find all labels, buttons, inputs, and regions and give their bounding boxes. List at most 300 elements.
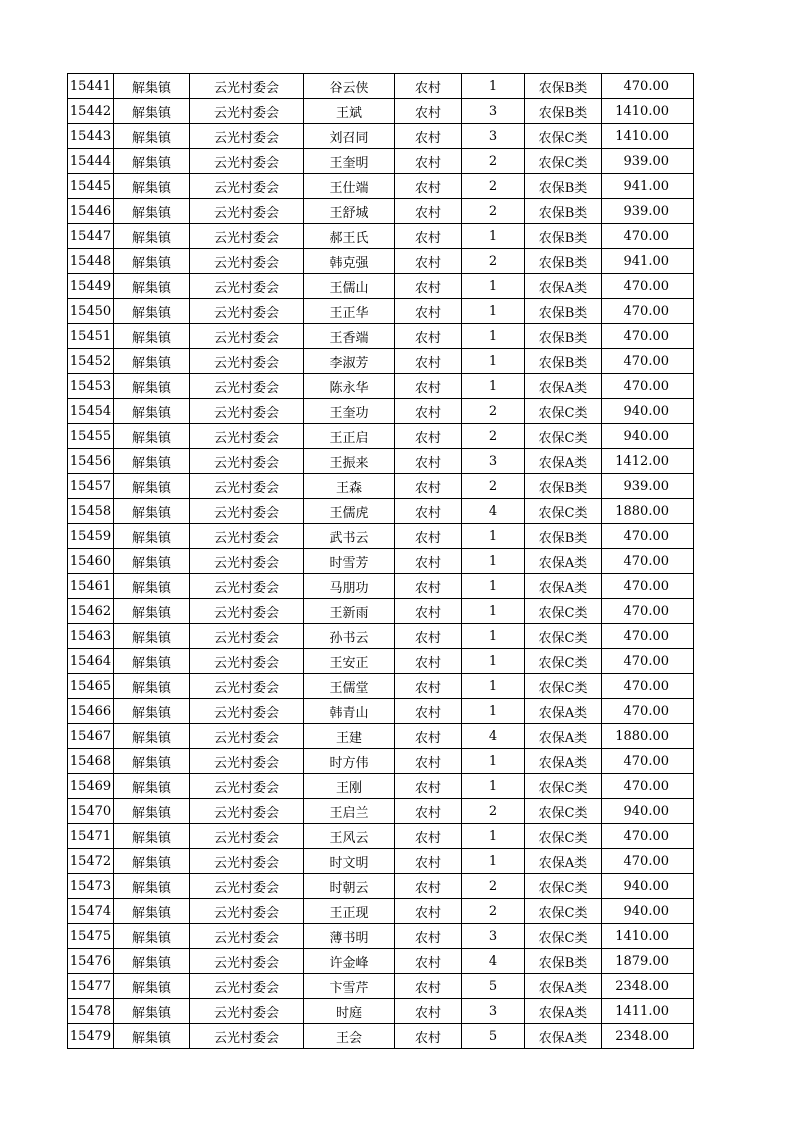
- area-type-cell: 农村: [395, 449, 462, 474]
- insurance-category-cell: 农保A类: [525, 974, 602, 999]
- household-count-cell: 1: [462, 699, 525, 724]
- area-type-cell: 农村: [395, 224, 462, 249]
- household-count-cell: 3: [462, 124, 525, 149]
- name-cell: 武书云: [304, 524, 395, 549]
- town-cell: 解集镇: [114, 674, 190, 699]
- household-count-cell: 1: [462, 599, 525, 624]
- table-row: [68, 249, 694, 274]
- area-type-cell: 农村: [395, 924, 462, 949]
- record-id-cell: 15459: [68, 524, 114, 549]
- amount-cell: 470.00: [602, 324, 694, 349]
- village-committee-cell: 云光村委会: [190, 799, 304, 824]
- area-type-cell: 农村: [395, 974, 462, 999]
- village-committee-cell: 云光村委会: [190, 124, 304, 149]
- record-id-cell: 15445: [68, 174, 114, 199]
- name-cell: 王斌: [304, 99, 395, 124]
- table-row: [68, 474, 694, 499]
- insurance-category-cell: 农保C类: [525, 774, 602, 799]
- name-cell: 王奎明: [304, 149, 395, 174]
- village-committee-cell: 云光村委会: [190, 674, 304, 699]
- insurance-category-cell: 农保C类: [525, 674, 602, 699]
- insurance-category-cell: 农保C类: [525, 424, 602, 449]
- household-count-cell: 1: [462, 824, 525, 849]
- insurance-category-cell: 农保A类: [525, 449, 602, 474]
- table-row: [68, 349, 694, 374]
- amount-cell: 470.00: [602, 574, 694, 599]
- table-row: [68, 924, 694, 949]
- insurance-category-cell: 农保C类: [525, 924, 602, 949]
- area-type-cell: 农村: [395, 749, 462, 774]
- insurance-category-cell: 农保B类: [525, 349, 602, 374]
- area-type-cell: 农村: [395, 324, 462, 349]
- insurance-category-cell: 农保A类: [525, 724, 602, 749]
- record-id-cell: 15470: [68, 799, 114, 824]
- amount-cell: 1410.00: [602, 924, 694, 949]
- town-cell: 解集镇: [114, 449, 190, 474]
- area-type-cell: 农村: [395, 524, 462, 549]
- village-committee-cell: 云光村委会: [190, 399, 304, 424]
- town-cell: 解集镇: [114, 774, 190, 799]
- household-count-cell: 1: [462, 849, 525, 874]
- amount-cell: 940.00: [602, 799, 694, 824]
- record-id-cell: 15478: [68, 999, 114, 1024]
- town-cell: 解集镇: [114, 499, 190, 524]
- insurance-category-cell: 农保B类: [525, 99, 602, 124]
- amount-cell: 940.00: [602, 874, 694, 899]
- town-cell: 解集镇: [114, 1024, 190, 1049]
- household-count-cell: 1: [462, 374, 525, 399]
- household-count-cell: 1: [462, 274, 525, 299]
- table-row: [68, 299, 694, 324]
- insurance-category-cell: 农保B类: [525, 949, 602, 974]
- table-row: [68, 374, 694, 399]
- record-id-cell: 15471: [68, 824, 114, 849]
- village-committee-cell: 云光村委会: [190, 449, 304, 474]
- household-count-cell: 1: [462, 349, 525, 374]
- table-row: [68, 449, 694, 474]
- name-cell: 王舒城: [304, 199, 395, 224]
- area-type-cell: 农村: [395, 249, 462, 274]
- area-type-cell: 农村: [395, 949, 462, 974]
- town-cell: 解集镇: [114, 649, 190, 674]
- record-id-cell: 15473: [68, 874, 114, 899]
- amount-cell: 470.00: [602, 749, 694, 774]
- household-count-cell: 2: [462, 899, 525, 924]
- insurance-category-cell: 农保A类: [525, 849, 602, 874]
- area-type-cell: 农村: [395, 474, 462, 499]
- household-count-cell: 2: [462, 174, 525, 199]
- amount-cell: 470.00: [602, 624, 694, 649]
- table-row: [68, 199, 694, 224]
- amount-cell: 939.00: [602, 474, 694, 499]
- household-count-cell: 1: [462, 524, 525, 549]
- table-row: [68, 849, 694, 874]
- village-committee-cell: 云光村委会: [190, 574, 304, 599]
- village-committee-cell: 云光村委会: [190, 974, 304, 999]
- household-count-cell: 2: [462, 474, 525, 499]
- area-type-cell: 农村: [395, 549, 462, 574]
- record-id-cell: 15474: [68, 899, 114, 924]
- amount-cell: 470.00: [602, 224, 694, 249]
- household-count-cell: 3: [462, 999, 525, 1024]
- name-cell: 王安正: [304, 649, 395, 674]
- name-cell: 王刚: [304, 774, 395, 799]
- name-cell: 陈永华: [304, 374, 395, 399]
- record-id-cell: 15442: [68, 99, 114, 124]
- area-type-cell: 农村: [395, 299, 462, 324]
- town-cell: 解集镇: [114, 324, 190, 349]
- village-committee-cell: 云光村委会: [190, 724, 304, 749]
- town-cell: 解集镇: [114, 799, 190, 824]
- amount-cell: 1410.00: [602, 124, 694, 149]
- name-cell: 韩克强: [304, 249, 395, 274]
- household-count-cell: 4: [462, 949, 525, 974]
- name-cell: 王正华: [304, 299, 395, 324]
- name-cell: 薄书明: [304, 924, 395, 949]
- record-id-cell: 15458: [68, 499, 114, 524]
- village-committee-cell: 云光村委会: [190, 274, 304, 299]
- amount-cell: 941.00: [602, 249, 694, 274]
- area-type-cell: 农村: [395, 799, 462, 824]
- record-id-cell: 15446: [68, 199, 114, 224]
- insurance-category-cell: 农保A类: [525, 699, 602, 724]
- village-committee-cell: 云光村委会: [190, 899, 304, 924]
- amount-cell: 470.00: [602, 774, 694, 799]
- town-cell: 解集镇: [114, 849, 190, 874]
- record-id-cell: 15463: [68, 624, 114, 649]
- household-count-cell: 1: [462, 574, 525, 599]
- amount-cell: 1410.00: [602, 99, 694, 124]
- table-row: [68, 499, 694, 524]
- town-cell: 解集镇: [114, 724, 190, 749]
- amount-cell: 1879.00: [602, 949, 694, 974]
- record-id-cell: 15444: [68, 149, 114, 174]
- village-committee-cell: 云光村委会: [190, 374, 304, 399]
- village-committee-cell: 云光村委会: [190, 549, 304, 574]
- insurance-category-cell: 农保B类: [525, 474, 602, 499]
- village-committee-cell: 云光村委会: [190, 99, 304, 124]
- household-count-cell: 2: [462, 149, 525, 174]
- insurance-category-cell: 农保B类: [525, 249, 602, 274]
- amount-cell: 2348.00: [602, 1024, 694, 1049]
- town-cell: 解集镇: [114, 99, 190, 124]
- table-row: [68, 724, 694, 749]
- name-cell: 王建: [304, 724, 395, 749]
- area-type-cell: 农村: [395, 399, 462, 424]
- table-row: [68, 174, 694, 199]
- table-row: [68, 899, 694, 924]
- name-cell: 王振来: [304, 449, 395, 474]
- town-cell: 解集镇: [114, 274, 190, 299]
- village-committee-cell: 云光村委会: [190, 499, 304, 524]
- amount-cell: 470.00: [602, 374, 694, 399]
- table-row: [68, 624, 694, 649]
- household-count-cell: 5: [462, 1024, 525, 1049]
- record-id-cell: 15479: [68, 1024, 114, 1049]
- insurance-category-cell: 农保B类: [525, 174, 602, 199]
- household-count-cell: 1: [462, 649, 525, 674]
- town-cell: 解集镇: [114, 349, 190, 374]
- town-cell: 解集镇: [114, 899, 190, 924]
- table-row: [68, 774, 694, 799]
- name-cell: 王会: [304, 1024, 395, 1049]
- record-id-cell: 15454: [68, 399, 114, 424]
- name-cell: 谷云侠: [304, 74, 395, 99]
- table-row: [68, 99, 694, 124]
- household-count-cell: 5: [462, 974, 525, 999]
- table-row: [68, 274, 694, 299]
- insurance-category-cell: 农保B类: [525, 524, 602, 549]
- name-cell: 王奎功: [304, 399, 395, 424]
- name-cell: 卞雪芹: [304, 974, 395, 999]
- insurance-category-cell: 农保B类: [525, 199, 602, 224]
- village-committee-cell: 云光村委会: [190, 149, 304, 174]
- town-cell: 解集镇: [114, 599, 190, 624]
- village-committee-cell: 云光村委会: [190, 299, 304, 324]
- name-cell: 王森: [304, 474, 395, 499]
- village-committee-cell: 云光村委会: [190, 949, 304, 974]
- village-committee-cell: 云光村委会: [190, 424, 304, 449]
- town-cell: 解集镇: [114, 749, 190, 774]
- table-row: [68, 1024, 694, 1049]
- insurance-category-cell: 农保B类: [525, 299, 602, 324]
- household-count-cell: 2: [462, 399, 525, 424]
- household-count-cell: 2: [462, 199, 525, 224]
- town-cell: 解集镇: [114, 374, 190, 399]
- table-row: [68, 974, 694, 999]
- table-row: [68, 674, 694, 699]
- amount-cell: 470.00: [602, 599, 694, 624]
- town-cell: 解集镇: [114, 424, 190, 449]
- record-id-cell: 15469: [68, 774, 114, 799]
- insurance-category-cell: 农保C类: [525, 399, 602, 424]
- household-count-cell: 1: [462, 674, 525, 699]
- name-cell: 马朋功: [304, 574, 395, 599]
- name-cell: 时文明: [304, 849, 395, 874]
- record-id-cell: 15472: [68, 849, 114, 874]
- area-type-cell: 农村: [395, 649, 462, 674]
- record-id-cell: 15455: [68, 424, 114, 449]
- insurance-category-cell: 农保C类: [525, 874, 602, 899]
- record-id-cell: 15443: [68, 124, 114, 149]
- village-committee-cell: 云光村委会: [190, 524, 304, 549]
- household-count-cell: 3: [462, 449, 525, 474]
- insurance-category-cell: 农保A类: [525, 274, 602, 299]
- insurance-category-cell: 农保A类: [525, 1024, 602, 1049]
- area-type-cell: 农村: [395, 499, 462, 524]
- area-type-cell: 农村: [395, 824, 462, 849]
- town-cell: 解集镇: [114, 874, 190, 899]
- insurance-category-cell: 农保A类: [525, 999, 602, 1024]
- town-cell: 解集镇: [114, 574, 190, 599]
- amount-cell: 939.00: [602, 199, 694, 224]
- record-id-cell: 15466: [68, 699, 114, 724]
- insurance-category-cell: 农保C类: [525, 824, 602, 849]
- household-count-cell: 3: [462, 924, 525, 949]
- records-table-body: [68, 74, 694, 1049]
- table-row: [68, 549, 694, 574]
- table-row: [68, 824, 694, 849]
- town-cell: 解集镇: [114, 699, 190, 724]
- village-committee-cell: 云光村委会: [190, 74, 304, 99]
- village-committee-cell: 云光村委会: [190, 349, 304, 374]
- amount-cell: 470.00: [602, 349, 694, 374]
- record-id-cell: 15447: [68, 224, 114, 249]
- area-type-cell: 农村: [395, 124, 462, 149]
- area-type-cell: 农村: [395, 624, 462, 649]
- area-type-cell: 农村: [395, 99, 462, 124]
- village-committee-cell: 云光村委会: [190, 924, 304, 949]
- amount-cell: 470.00: [602, 299, 694, 324]
- record-id-cell: 15467: [68, 724, 114, 749]
- household-count-cell: 1: [462, 749, 525, 774]
- household-count-cell: 2: [462, 424, 525, 449]
- insurance-category-cell: 农保C类: [525, 599, 602, 624]
- record-id-cell: 15465: [68, 674, 114, 699]
- town-cell: 解集镇: [114, 399, 190, 424]
- area-type-cell: 农村: [395, 999, 462, 1024]
- village-committee-cell: 云光村委会: [190, 624, 304, 649]
- record-id-cell: 15441: [68, 74, 114, 99]
- village-committee-cell: 云光村委会: [190, 874, 304, 899]
- record-id-cell: 15449: [68, 274, 114, 299]
- name-cell: 王风云: [304, 824, 395, 849]
- amount-cell: 940.00: [602, 399, 694, 424]
- area-type-cell: 农村: [395, 849, 462, 874]
- table-row: [68, 399, 694, 424]
- village-committee-cell: 云光村委会: [190, 1024, 304, 1049]
- town-cell: 解集镇: [114, 999, 190, 1024]
- amount-cell: 470.00: [602, 524, 694, 549]
- name-cell: 王正现: [304, 899, 395, 924]
- amount-cell: 470.00: [602, 674, 694, 699]
- household-count-cell: 1: [462, 624, 525, 649]
- record-id-cell: 15475: [68, 924, 114, 949]
- area-type-cell: 农村: [395, 874, 462, 899]
- name-cell: 郝王氏: [304, 224, 395, 249]
- village-committee-cell: 云光村委会: [190, 224, 304, 249]
- name-cell: 刘召同: [304, 124, 395, 149]
- amount-cell: 1412.00: [602, 449, 694, 474]
- village-committee-cell: 云光村委会: [190, 649, 304, 674]
- name-cell: 许金峰: [304, 949, 395, 974]
- amount-cell: 470.00: [602, 699, 694, 724]
- insurance-category-cell: 农保B类: [525, 224, 602, 249]
- record-id-cell: 15448: [68, 249, 114, 274]
- village-committee-cell: 云光村委会: [190, 699, 304, 724]
- village-committee-cell: 云光村委会: [190, 849, 304, 874]
- amount-cell: 939.00: [602, 149, 694, 174]
- table-row: [68, 799, 694, 824]
- insurance-category-cell: 农保C类: [525, 899, 602, 924]
- name-cell: 时雪芳: [304, 549, 395, 574]
- town-cell: 解集镇: [114, 299, 190, 324]
- table-row: [68, 124, 694, 149]
- table-row: [68, 699, 694, 724]
- amount-cell: 941.00: [602, 174, 694, 199]
- village-committee-cell: 云光村委会: [190, 999, 304, 1024]
- area-type-cell: 农村: [395, 199, 462, 224]
- village-committee-cell: 云光村委会: [190, 474, 304, 499]
- insurance-category-cell: 农保C类: [525, 799, 602, 824]
- table-row: [68, 149, 694, 174]
- household-count-cell: 2: [462, 799, 525, 824]
- name-cell: 时朝云: [304, 874, 395, 899]
- household-count-cell: 2: [462, 874, 525, 899]
- town-cell: 解集镇: [114, 199, 190, 224]
- area-type-cell: 农村: [395, 274, 462, 299]
- area-type-cell: 农村: [395, 174, 462, 199]
- insurance-category-cell: 农保A类: [525, 374, 602, 399]
- record-id-cell: 15452: [68, 349, 114, 374]
- town-cell: 解集镇: [114, 74, 190, 99]
- record-id-cell: 15456: [68, 449, 114, 474]
- town-cell: 解集镇: [114, 474, 190, 499]
- area-type-cell: 农村: [395, 424, 462, 449]
- table-row: [68, 649, 694, 674]
- household-count-cell: 4: [462, 499, 525, 524]
- insurance-category-cell: 农保C类: [525, 499, 602, 524]
- name-cell: 王儒堂: [304, 674, 395, 699]
- household-count-cell: 3: [462, 99, 525, 124]
- name-cell: 时方伟: [304, 749, 395, 774]
- amount-cell: 940.00: [602, 899, 694, 924]
- area-type-cell: 农村: [395, 349, 462, 374]
- records-table: [67, 73, 694, 1049]
- household-count-cell: 2: [462, 249, 525, 274]
- area-type-cell: 农村: [395, 1024, 462, 1049]
- insurance-category-cell: 农保C类: [525, 624, 602, 649]
- record-id-cell: 15453: [68, 374, 114, 399]
- amount-cell: 470.00: [602, 549, 694, 574]
- town-cell: 解集镇: [114, 824, 190, 849]
- table-row: [68, 599, 694, 624]
- table-row: [68, 999, 694, 1024]
- town-cell: 解集镇: [114, 224, 190, 249]
- insurance-category-cell: 农保A类: [525, 749, 602, 774]
- name-cell: 时庭: [304, 999, 395, 1024]
- table-row: [68, 224, 694, 249]
- table-row: [68, 74, 694, 99]
- amount-cell: 470.00: [602, 274, 694, 299]
- record-id-cell: 15451: [68, 324, 114, 349]
- name-cell: 王启兰: [304, 799, 395, 824]
- household-count-cell: 1: [462, 774, 525, 799]
- town-cell: 解集镇: [114, 974, 190, 999]
- name-cell: 孙书云: [304, 624, 395, 649]
- table-row: [68, 574, 694, 599]
- name-cell: 王香端: [304, 324, 395, 349]
- table-row: [68, 424, 694, 449]
- name-cell: 王儒山: [304, 274, 395, 299]
- record-id-cell: 15464: [68, 649, 114, 674]
- town-cell: 解集镇: [114, 124, 190, 149]
- insurance-category-cell: 农保C类: [525, 649, 602, 674]
- record-id-cell: 15477: [68, 974, 114, 999]
- amount-cell: 1880.00: [602, 724, 694, 749]
- insurance-category-cell: 农保B类: [525, 324, 602, 349]
- village-committee-cell: 云光村委会: [190, 749, 304, 774]
- village-committee-cell: 云光村委会: [190, 824, 304, 849]
- table-row: [68, 749, 694, 774]
- record-id-cell: 15457: [68, 474, 114, 499]
- village-committee-cell: 云光村委会: [190, 324, 304, 349]
- amount-cell: 470.00: [602, 824, 694, 849]
- town-cell: 解集镇: [114, 149, 190, 174]
- amount-cell: 2348.00: [602, 974, 694, 999]
- area-type-cell: 农村: [395, 149, 462, 174]
- record-id-cell: 15468: [68, 749, 114, 774]
